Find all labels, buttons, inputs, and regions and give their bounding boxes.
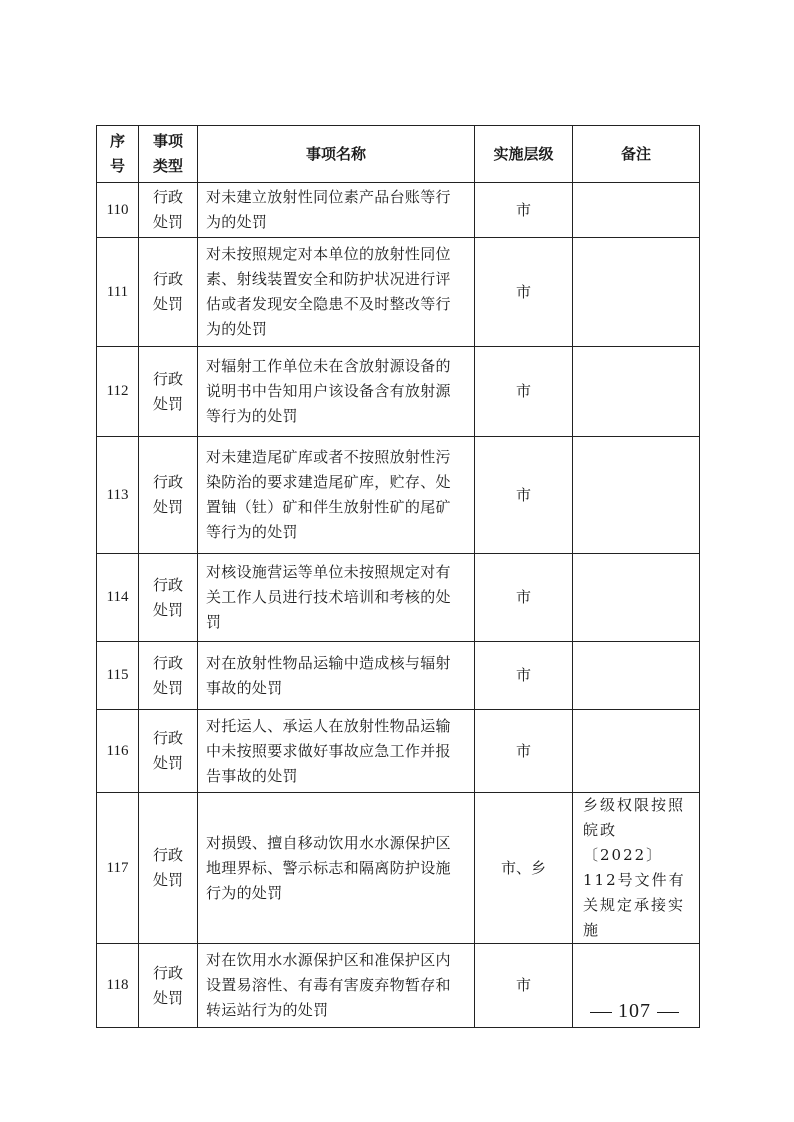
row-note	[573, 238, 700, 347]
row-type	[139, 642, 198, 710]
row-number: 116	[97, 710, 139, 793]
row-name: 对未建立放射性同位素产品台账等行为的处罚	[198, 183, 475, 238]
row-name: 对未建造尾矿库或者不按照放射性污染防治的要求建造尾矿库，贮存、处置铀（钍）矿和伴生放射性矿的尾矿等行为的处罚	[198, 437, 475, 554]
row-type-line1: 行政	[152, 473, 183, 491]
row-note	[573, 183, 700, 238]
row-name: 对损毁、擅自移动饮用水水源保护区地理界标、警示标志和隔离防护设施行为的处罚	[198, 793, 475, 944]
table-row	[97, 710, 700, 793]
table-row	[97, 347, 700, 437]
header-type-line2: 类型	[152, 157, 183, 175]
row-type	[139, 347, 198, 437]
row-type-line2: 处罚	[152, 988, 183, 1007]
row-name: 对辐射工作单位未在含放射源设备的说明书中告知用户该设备含有放射源等行为的处罚	[198, 347, 475, 437]
row-type-line2: 处罚	[152, 213, 183, 231]
row-type-line1: 行政	[152, 653, 183, 672]
row-number: 111	[97, 238, 139, 347]
table-row	[97, 437, 700, 554]
row-type	[139, 554, 198, 642]
row-type-line2: 处罚	[152, 394, 183, 413]
row-level: 市	[475, 347, 573, 437]
row-type-line2: 处罚	[152, 295, 183, 313]
row-type	[139, 944, 198, 1028]
row-type	[139, 437, 198, 554]
row-number: 113	[97, 437, 139, 554]
row-type-line1: 行政	[152, 188, 183, 206]
row-note	[573, 554, 700, 642]
table-row	[97, 642, 700, 710]
row-name: 对托运人、承运人在放射性物品运输中未按照要求做好事故应急工作并报告事故的处罚	[198, 710, 475, 793]
table-row	[97, 793, 700, 944]
table-row	[97, 554, 700, 642]
page-number	[590, 1000, 679, 1023]
items-table	[96, 125, 700, 1028]
row-name: 对未按照规定对本单位的放射性同位素、射线装置安全和防护状况进行评估或者发现安全隐患不及时整改等行为的处罚	[198, 238, 475, 347]
row-type	[139, 710, 198, 793]
row-note	[573, 437, 700, 554]
row-type-line2: 处罚	[152, 678, 183, 697]
row-type	[139, 183, 198, 238]
row-note: 乡级权限按照皖政〔2022〕112号文件有关规定承接实施	[573, 793, 700, 944]
row-number: 110	[97, 183, 139, 238]
header-no	[97, 126, 139, 183]
row-type-line1: 行政	[152, 270, 183, 288]
row-note	[573, 347, 700, 437]
row-level: 市	[475, 183, 573, 238]
row-level: 市、乡	[475, 793, 573, 944]
page-number-dash-right	[657, 1012, 679, 1013]
row-note	[573, 642, 700, 710]
header-level: 实施层级	[475, 126, 573, 183]
row-type-line1: 行政	[152, 846, 183, 864]
header-type-line1: 事项	[152, 132, 183, 150]
header-no-line2: 号	[109, 157, 125, 175]
row-level: 市	[475, 642, 573, 710]
row-type-line2: 处罚	[152, 600, 183, 619]
page-number-dash-left	[590, 1012, 612, 1013]
header-no-line1: 序	[109, 132, 125, 150]
row-level: 市	[475, 554, 573, 642]
header-name: 事项名称	[198, 126, 475, 183]
row-number: 112	[97, 347, 139, 437]
row-type-line1: 行政	[152, 575, 183, 594]
row-name: 对在饮用水水源保护区和准保护区内设置易溶性、有毒有害废弃物暂存和转运站行为的处罚	[198, 944, 475, 1028]
row-number: 118	[97, 944, 139, 1028]
row-number: 117	[97, 793, 139, 944]
row-level: 市	[475, 944, 573, 1028]
row-type-line1: 行政	[152, 729, 183, 747]
header-note: 备注	[573, 126, 700, 183]
table-row	[97, 238, 700, 347]
row-type	[139, 238, 198, 347]
row-level: 市	[475, 710, 573, 793]
table-row	[97, 183, 700, 238]
table-header-row	[97, 126, 700, 183]
row-level: 市	[475, 437, 573, 554]
row-type-line2: 处罚	[152, 871, 183, 889]
row-type-line1: 行政	[152, 963, 183, 982]
row-type-line2: 处罚	[152, 498, 183, 516]
row-type-line2: 处罚	[152, 754, 183, 772]
row-type	[139, 793, 198, 944]
header-type	[139, 126, 198, 183]
row-note	[573, 710, 700, 793]
row-type-line1: 行政	[152, 369, 183, 388]
row-level: 市	[475, 238, 573, 347]
page-number-value: 107	[618, 1000, 651, 1022]
row-number: 114	[97, 554, 139, 642]
row-name: 对在放射性物品运输中造成核与辐射事故的处罚	[198, 642, 475, 710]
row-number: 115	[97, 642, 139, 710]
row-name: 对核设施营运等单位未按照规定对有关工作人员进行技术培训和考核的处罚	[198, 554, 475, 642]
